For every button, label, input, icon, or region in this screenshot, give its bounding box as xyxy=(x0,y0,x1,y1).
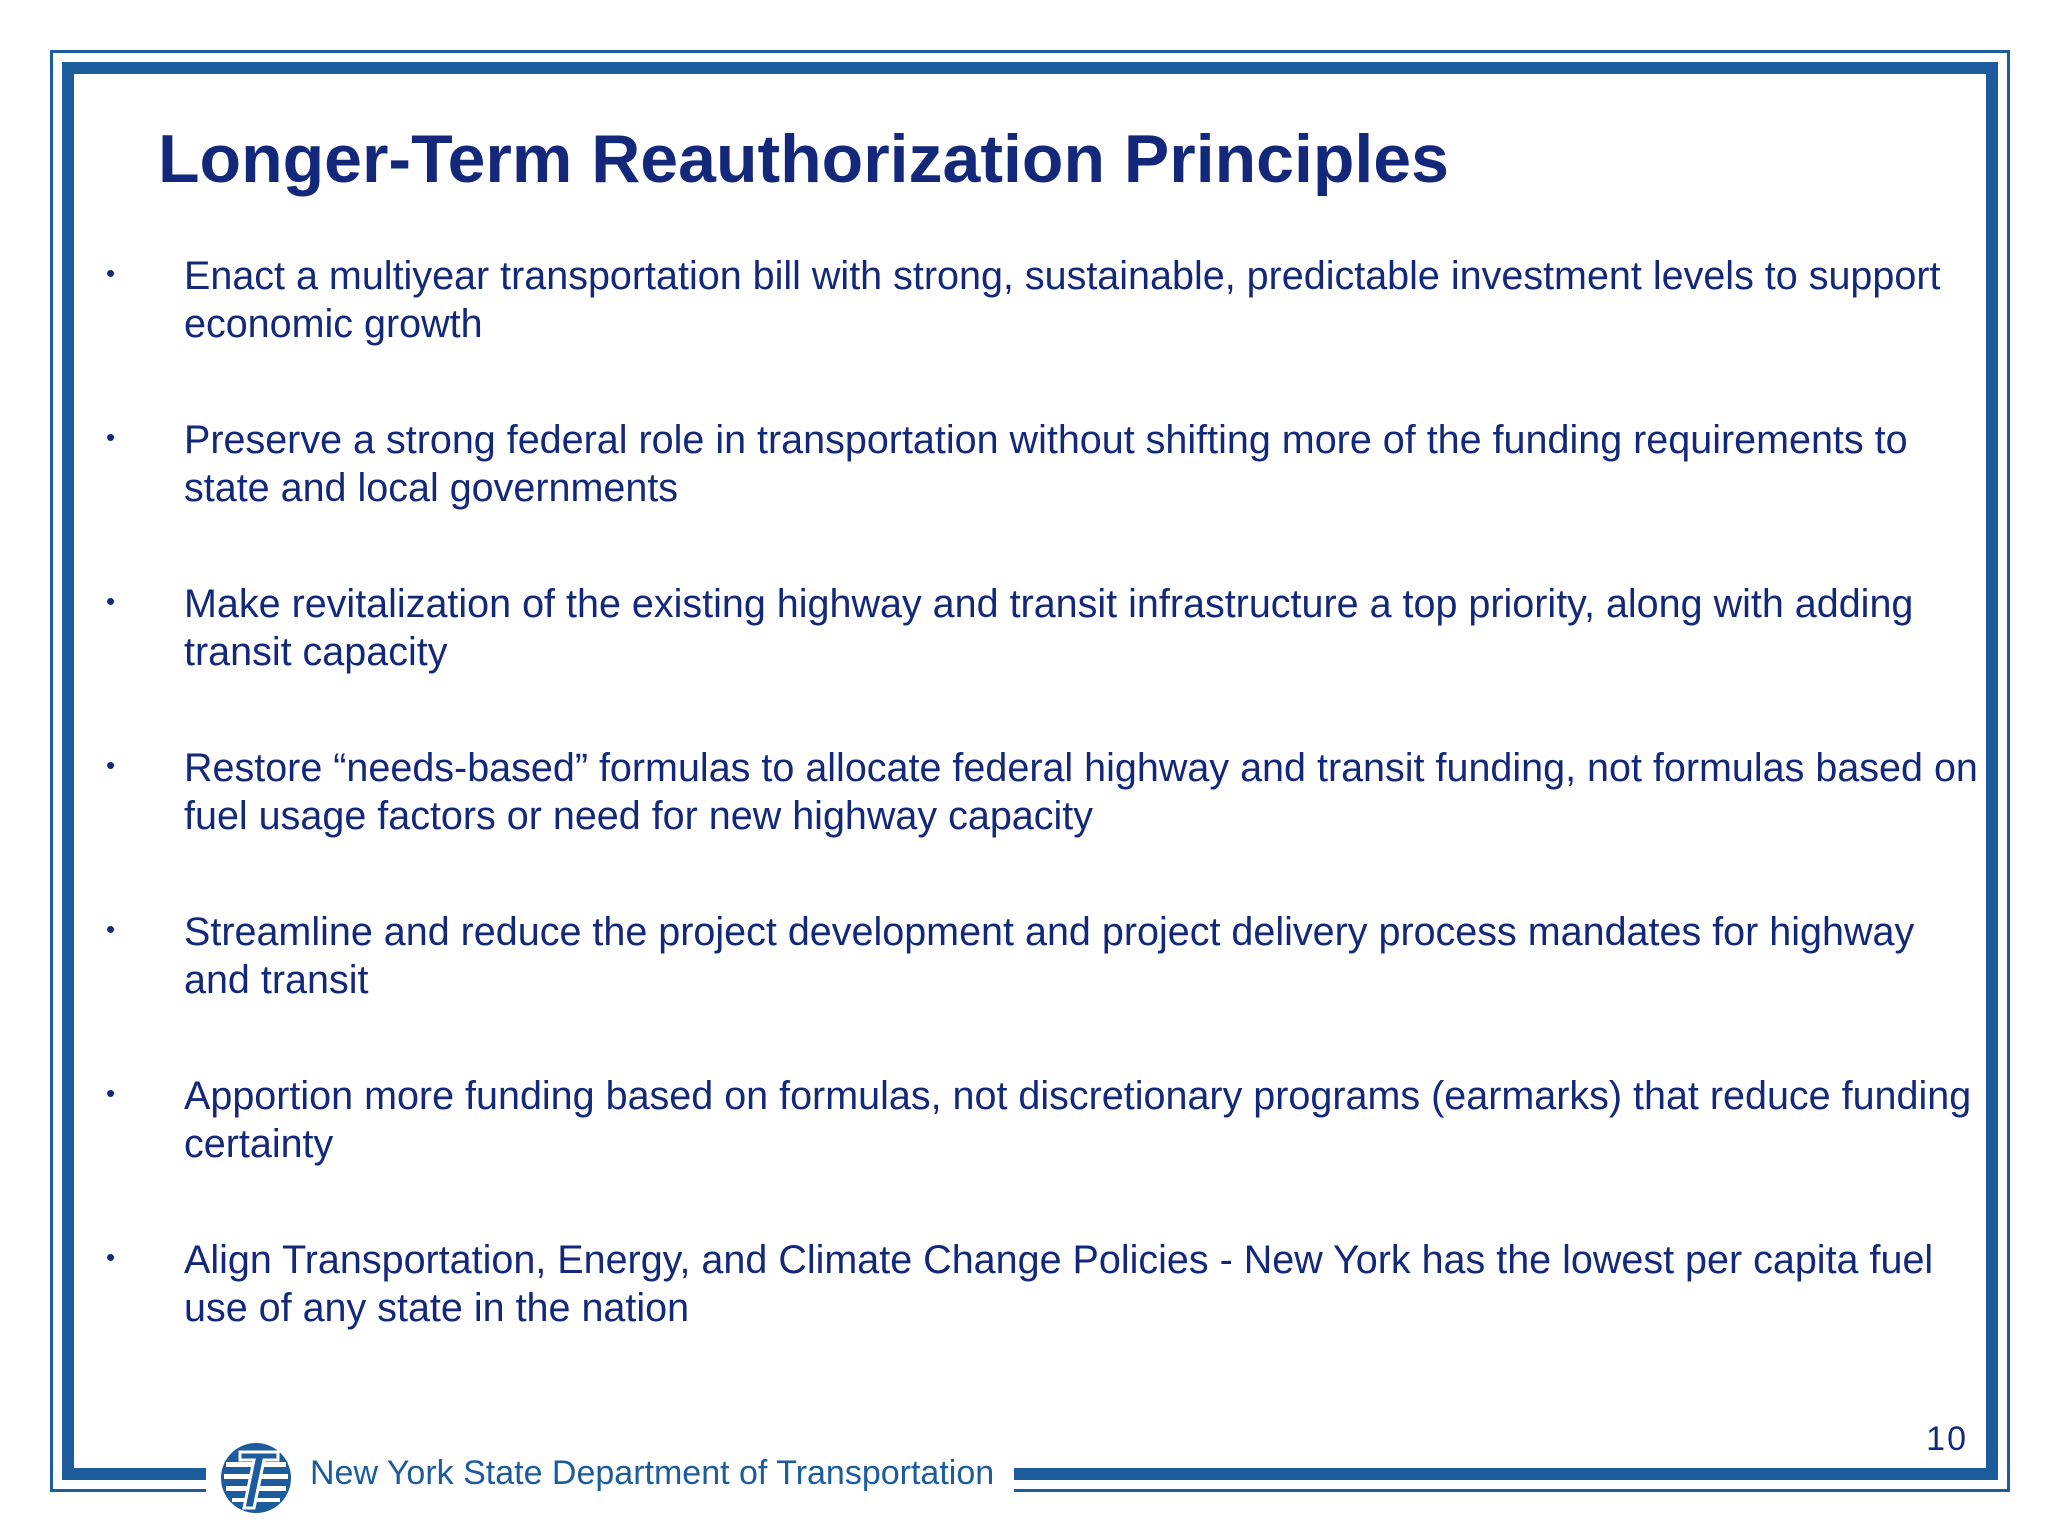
page-number: 10 xyxy=(1926,1420,1968,1458)
bullet-list xyxy=(100,252,1980,1400)
bullet-icon: • xyxy=(106,1078,116,1108)
bullet-item xyxy=(100,744,1980,908)
nysdot-logo-icon xyxy=(218,1440,294,1516)
bullet-icon: • xyxy=(106,1242,116,1272)
bullet-text: Preserve a strong federal role in transportation without shifting more of the funding requirements to state and local governments xyxy=(184,418,1908,510)
bullet-item xyxy=(100,416,1980,580)
bullet-text: Enact a multiyear transportation bill with strong, sustainable, predictable investment levels to support economic growth xyxy=(184,254,1941,346)
bullet-text: Restore “needs-based” formulas to allocate federal highway and transit funding, not formulas based on fuel usage factors or need for new highway capacity xyxy=(184,746,1978,838)
bullet-text: Align Transportation, Energy, and Climate Change Policies - New York has the lowest per capita fuel use of any state in the nation xyxy=(184,1238,1934,1330)
footer-organization-name: New York State Department of Transportation xyxy=(310,1454,995,1492)
bullet-icon: • xyxy=(106,750,116,780)
bullet-icon: • xyxy=(106,422,116,452)
bullet-icon: • xyxy=(106,258,116,288)
bullet-text: Make revitalization of the existing highway and transit infrastructure a top priority, along with adding transit capacity xyxy=(184,582,1914,674)
bullet-text: Apportion more funding based on formulas, not discretionary programs (earmarks) that reduce funding certainty xyxy=(184,1074,1972,1166)
bullet-text: Streamline and reduce the project development and project delivery process mandates for highway and transit xyxy=(184,910,1915,1002)
bullet-icon: • xyxy=(106,586,116,616)
slide-title: Longer-Term Reauthorization Principles xyxy=(158,121,1449,197)
bullet-icon: • xyxy=(106,914,116,944)
bullet-item xyxy=(100,252,1980,416)
bullet-item xyxy=(100,1072,1980,1236)
bullet-item xyxy=(100,908,1980,1072)
bullet-item xyxy=(100,1236,1980,1400)
bullet-item xyxy=(100,580,1980,744)
